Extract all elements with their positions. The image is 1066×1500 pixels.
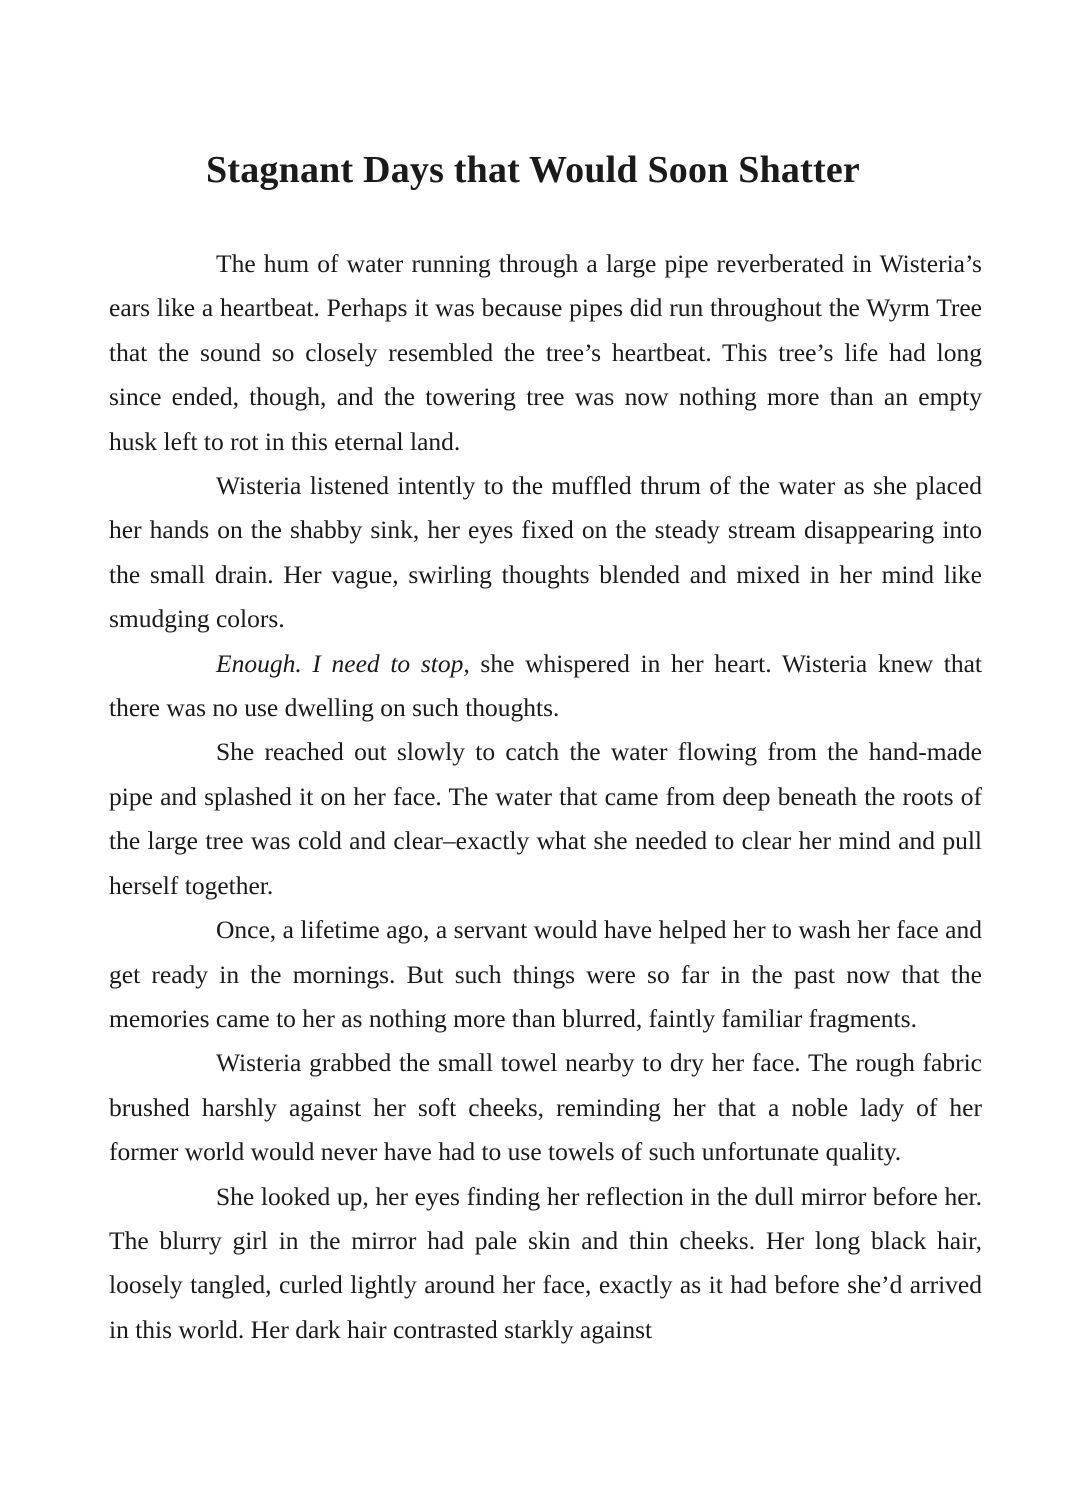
paragraph-text: She reached out slowly to catch the water flowing from the hand-made pipe and splashed it on her face. The water that came from deep beneath the roots of the large tree was cold and clear–exactly what she needed to clear her mind and pull herself together. bbox=[109, 737, 982, 900]
paragraph-text: Wisteria grabbed the small towel nearby to dry her face. The rough fabric brushed harshly against her soft cheeks, reminding her that a noble lady of her former world would never have had to use towels of such unfortunate quality. bbox=[109, 1048, 982, 1167]
paragraph-6 bbox=[109, 1041, 982, 1174]
paragraph-2 bbox=[109, 464, 982, 642]
paragraph-text: she whispered in her heart. Wisteria knew that there was no use dwelling on such thoughts. bbox=[109, 648, 982, 723]
paragraph-text: Wisteria listened intently to the muffled thrum of the water as she placed her hands on the shabby sink, her eyes fixed on the steady stream disappearing into the small drain. Her vague, swirling thoughts blended and mixed in her mind like smudging colors. bbox=[109, 471, 982, 634]
paragraph-5 bbox=[109, 908, 982, 1041]
paragraph-7 bbox=[109, 1175, 982, 1353]
paragraph-text: The hum of water running through a large pipe reverberated in Wisteria’s ears like a heartbeat. Perhaps it was because pipes did run throughout the Wyrm Tree that the sound so closely resembled the tree’s heartbeat. This tree’s life had long since ended, though, and the towering tree was now nothing more than an empty husk left to rot in this eternal land. bbox=[109, 249, 982, 456]
paragraph-1 bbox=[109, 242, 982, 464]
chapter-title: Stagnant Days that Would Soon Shatter bbox=[206, 149, 860, 191]
paragraph-text: She looked up, her eyes finding her reflection in the dull mirror before her. The blurry girl in the mirror had pale skin and thin cheeks. Her long black hair, loosely tangled, curled lightly around her face, exactly as it had before she’d arrived in this world. Her dark hair contrasted starkly against bbox=[109, 1181, 982, 1344]
chapter-body bbox=[109, 242, 982, 1352]
paragraph-4 bbox=[109, 730, 982, 908]
paragraph-text: Once, a lifetime ago, a servant would have helped her to wash her face and get ready in the mornings. But such things were so far in the past now that the memories came to her as nothing more than blurred, faintly familiar fragments. bbox=[109, 915, 982, 1033]
paragraph-italic-thought: Enough. I need to stop, bbox=[216, 648, 470, 678]
paragraph-3 bbox=[109, 642, 982, 731]
